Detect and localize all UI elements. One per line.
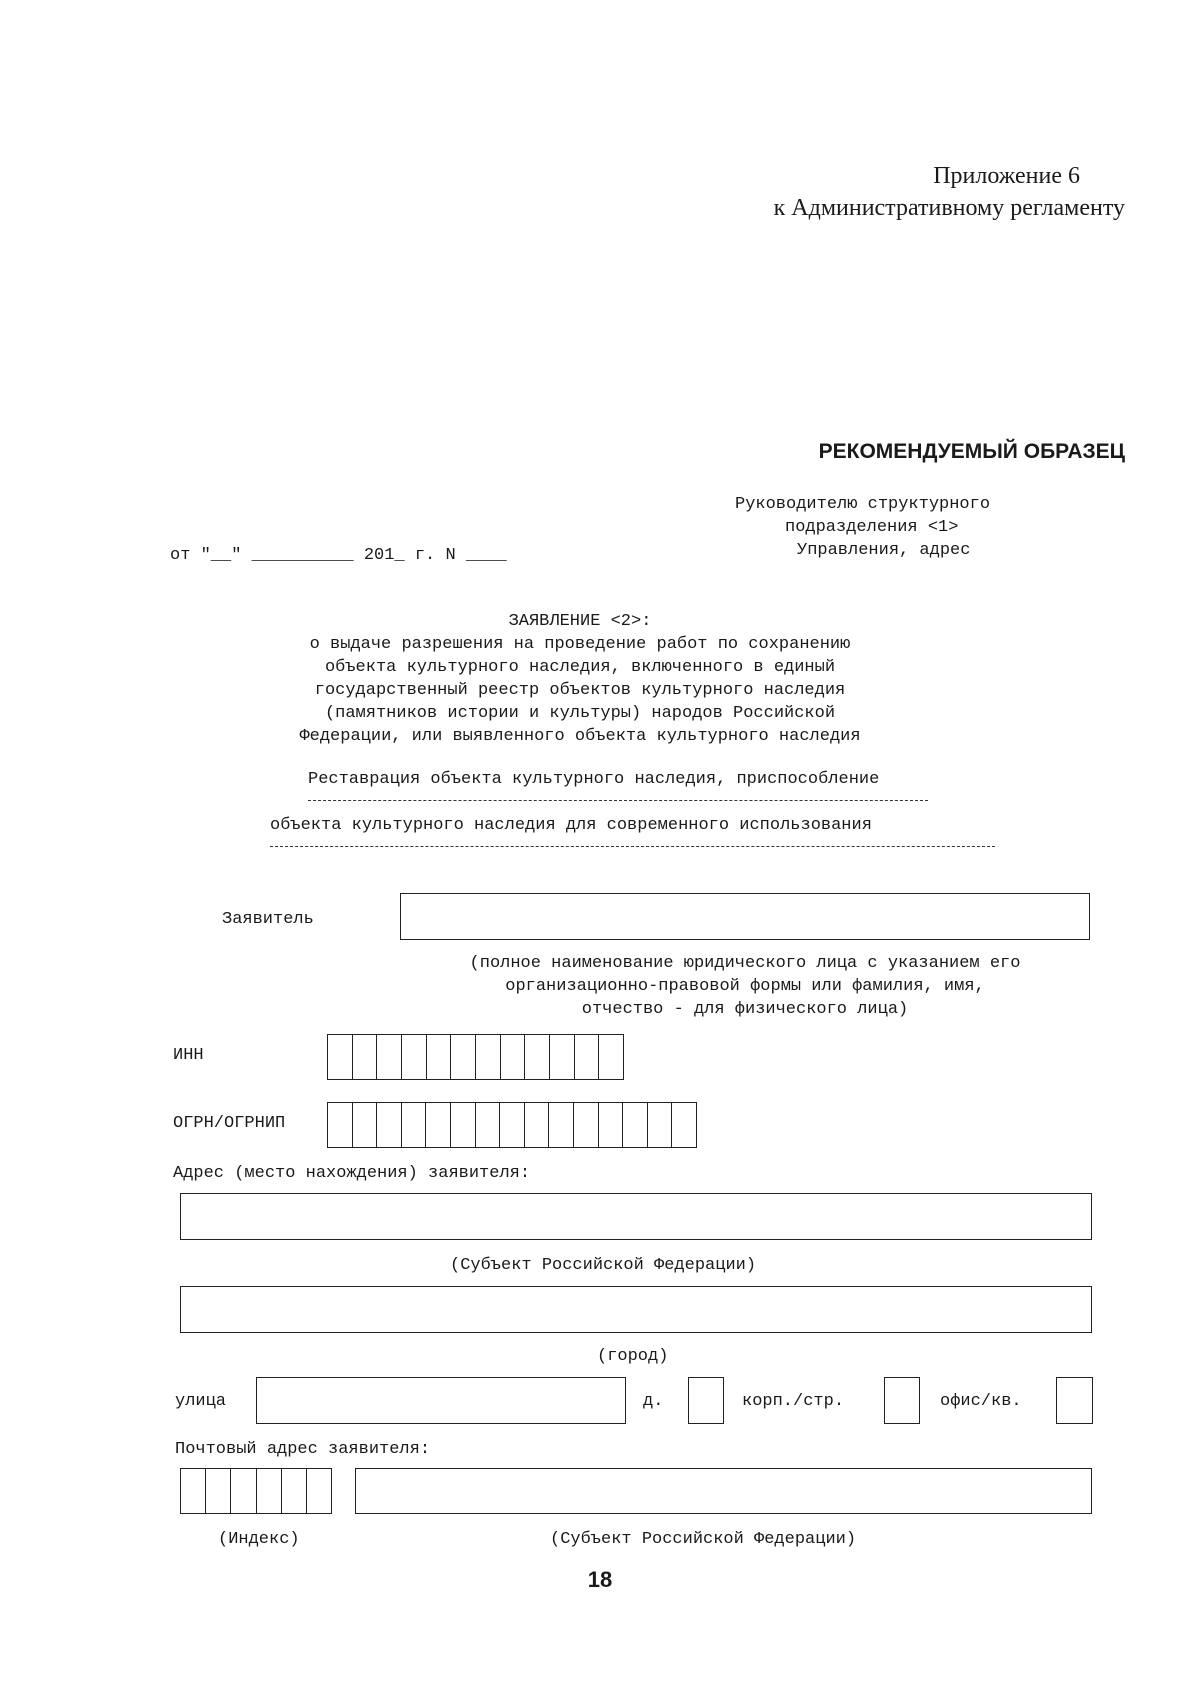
inn-label: ИНН: [173, 1046, 204, 1065]
address-subject-hint: (Субъект Российской Федерации): [450, 1256, 757, 1275]
inn-cell[interactable]: [575, 1035, 600, 1079]
work-type-line-2: объекта культурного наследия для современного использования: [270, 816, 872, 835]
statement-title: [200, 610, 960, 748]
applicant-hint-line-3: отчество - для физического лица): [581, 1000, 909, 1019]
appendix-reference: [773, 160, 1125, 224]
postal-subject-hint: (Субъект Российской Федерации): [550, 1530, 857, 1549]
postal-index-hint: (Индекс): [218, 1530, 300, 1549]
inn-cell[interactable]: [427, 1035, 452, 1079]
statement-line-4: (памятников истории и культуры) народов Российской: [324, 704, 836, 723]
applicant-hint-line-2: организационно-правовой формы или фамилия, имя,: [505, 977, 985, 996]
applicant-hint: [400, 952, 1090, 1021]
street-field[interactable]: [256, 1377, 626, 1424]
ogrn-cell[interactable]: [426, 1103, 451, 1147]
ogrn-cells[interactable]: [327, 1102, 697, 1148]
house-field[interactable]: [688, 1377, 724, 1424]
page-number: 18: [587, 1567, 613, 1592]
ogrn-cell[interactable]: [328, 1103, 353, 1147]
ogrn-label: ОГРН/ОГРНИП: [173, 1114, 286, 1133]
inn-cell[interactable]: [402, 1035, 427, 1079]
ogrn-cell[interactable]: [402, 1103, 427, 1147]
inn-cell[interactable]: [525, 1035, 550, 1079]
ogrn-cell[interactable]: [353, 1103, 378, 1147]
building-label: корп./стр.: [742, 1392, 845, 1411]
index-cell[interactable]: [206, 1469, 231, 1513]
inn-cell[interactable]: [377, 1035, 402, 1079]
appendix-line-2: к Административному регламенту: [773, 195, 1125, 221]
address-subject-field[interactable]: [180, 1193, 1092, 1240]
ogrn-cell[interactable]: [623, 1103, 648, 1147]
addressee-line-1: Руководителю структурного: [735, 495, 991, 514]
statement-line-3: государственный реестр объектов культурного наследия: [314, 681, 846, 700]
postal-address-label: Почтовый адрес заявителя:: [175, 1440, 431, 1459]
postal-index-cells[interactable]: [180, 1468, 332, 1514]
addressee-line-2: подразделения <1>: [785, 518, 959, 537]
appendix-line-1: Приложение 6: [933, 163, 1080, 189]
statement-heading: ЗАЯВЛЕНИЕ <2>:: [508, 612, 652, 631]
office-label: офис/кв.: [940, 1392, 1022, 1411]
index-cell[interactable]: [282, 1469, 307, 1513]
applicant-label: Заявитель: [222, 910, 314, 929]
index-cell[interactable]: [307, 1469, 331, 1513]
ogrn-cell[interactable]: [672, 1103, 696, 1147]
ogrn-cell[interactable]: [525, 1103, 550, 1147]
ogrn-cell[interactable]: [451, 1103, 476, 1147]
index-cell[interactable]: [181, 1469, 206, 1513]
index-cell[interactable]: [257, 1469, 282, 1513]
address-label: Адрес (место нахождения) заявителя:: [173, 1164, 531, 1183]
postal-subject-field[interactable]: [355, 1468, 1092, 1514]
inn-cell[interactable]: [501, 1035, 526, 1079]
inn-cell[interactable]: [328, 1035, 353, 1079]
ogrn-cell[interactable]: [476, 1103, 501, 1147]
statement-line-2: объекта культурного наследия, включенного в единый: [324, 658, 836, 677]
statement-line-1: о выдаче разрешения на проведение работ по сохранению: [309, 635, 851, 654]
inn-cell[interactable]: [476, 1035, 501, 1079]
ogrn-cell[interactable]: [648, 1103, 673, 1147]
work-type-underline-2: [270, 846, 995, 847]
index-cell[interactable]: [231, 1469, 256, 1513]
ogrn-cell[interactable]: [549, 1103, 574, 1147]
addressee-line-3: Управления, адрес: [797, 541, 971, 560]
street-label: улица: [175, 1392, 227, 1411]
inn-cell[interactable]: [550, 1035, 575, 1079]
work-type-underline-1: [308, 800, 928, 801]
statement-line-5: Федерации, или выявленного объекта культурного наследия: [299, 727, 861, 746]
sample-label: РЕКОМЕНДУЕМЫЙ ОБРАЗЕЦ: [818, 440, 1125, 463]
inn-cells[interactable]: [327, 1034, 624, 1080]
ogrn-cell[interactable]: [500, 1103, 525, 1147]
date-number-line: от "__" __________ 201_ г. N ____: [170, 546, 507, 565]
inn-cell[interactable]: [599, 1035, 623, 1079]
applicant-hint-line-1: (полное наименование юридического лица с указанием его: [469, 954, 1021, 973]
address-city-hint: (город): [597, 1347, 669, 1366]
ogrn-cell[interactable]: [599, 1103, 624, 1147]
house-label: д.: [643, 1392, 664, 1411]
ogrn-cell[interactable]: [574, 1103, 599, 1147]
office-field[interactable]: [1056, 1377, 1093, 1424]
work-type-line-1: Реставрация объекта культурного наследия, приспособление: [308, 770, 880, 789]
building-field[interactable]: [884, 1377, 920, 1424]
applicant-name-field[interactable]: [400, 893, 1090, 940]
ogrn-cell[interactable]: [377, 1103, 402, 1147]
address-city-field[interactable]: [180, 1286, 1092, 1333]
inn-cell[interactable]: [353, 1035, 378, 1079]
inn-cell[interactable]: [451, 1035, 476, 1079]
